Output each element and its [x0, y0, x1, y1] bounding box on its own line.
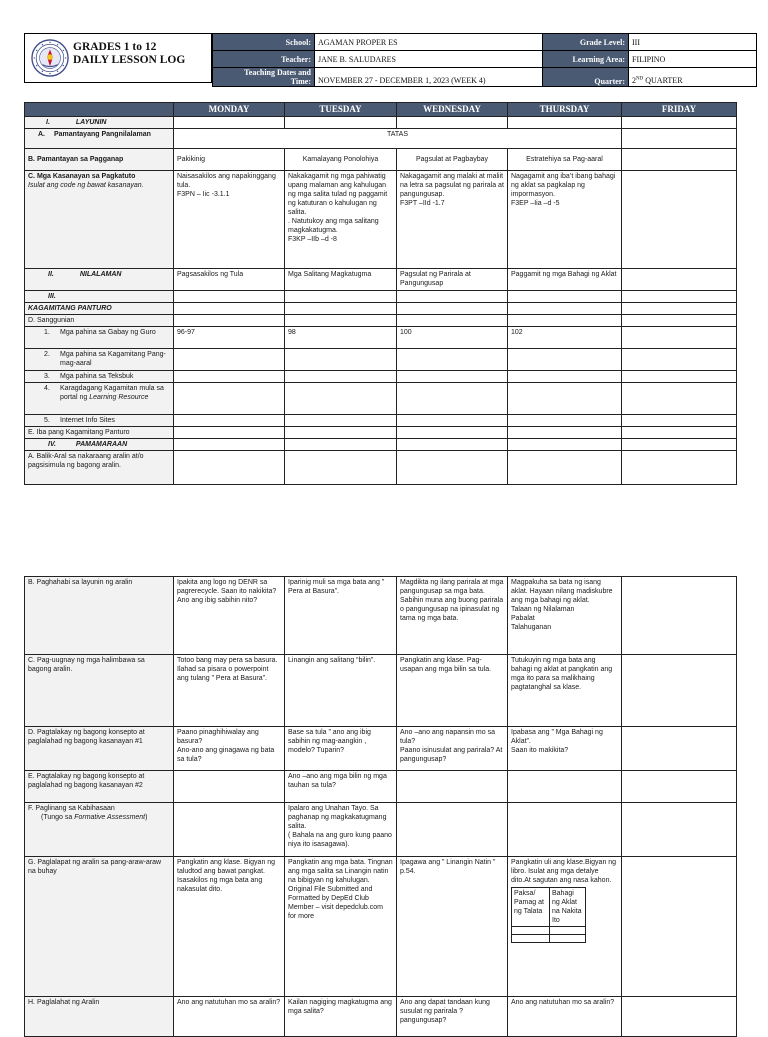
quarter-label: Quarter: [543, 68, 629, 87]
lesson-plan-table-2 [24, 576, 737, 1037]
cell [622, 269, 737, 291]
paglalapat-label: G. Paglalapat ng aralin sa pang-araw-araw na buhay [25, 857, 174, 997]
paglalapat-thursday [508, 857, 622, 997]
school-value: AGAMAN PROPER ES [315, 34, 543, 51]
cell [397, 371, 508, 383]
kagamitang-mag-aaral-text: Mga pahina sa Kagamitang Pang-mag-aaral [60, 351, 166, 367]
cell [622, 427, 737, 439]
sanggunian-label: D. Sanggunian [25, 315, 174, 327]
cell [397, 383, 508, 415]
pamamaraan-num: IV. [48, 441, 56, 448]
pamantayang-text: Pamantayang Pangnilalaman [54, 131, 151, 138]
paglinang-label-d: ) [145, 814, 148, 821]
teacher-value: JANE B. SALUDARES [315, 51, 543, 68]
cell [508, 383, 622, 415]
karagdagang-text [60, 384, 170, 402]
kasanayan-thursday: Nagagamit ang iba’t ibang bahagi ng aklat sa pagkalap ng impormasyon. F3EP –Iia –d -5 [508, 171, 622, 269]
grade-level-label: Grade Level: [543, 34, 629, 51]
teksbuk-text: Mga pahina sa Teksbuk [60, 373, 134, 380]
cell [397, 291, 508, 303]
cell [622, 117, 737, 129]
cell [285, 427, 397, 439]
pamantayang-row [25, 129, 737, 149]
balik-aral-label: A. Balik-Aral sa nakaraang aralin at/o pagsisimula ng bagong aralin. [25, 451, 174, 485]
paksa-bahagi-table [511, 887, 586, 943]
cell [622, 771, 737, 803]
cell [285, 315, 397, 327]
cell [174, 415, 285, 427]
teksbuk-row [25, 371, 737, 383]
cell [622, 149, 737, 171]
pagtalakay-1-tuesday: Base sa tula ” ano ang ibig sabihin ng mag-aangkin , modelo? Tuparin? [285, 727, 397, 771]
gabay-guro-label [25, 327, 174, 349]
teaching-dates-label-line2: Time: [290, 77, 311, 86]
teaching-dates-label [213, 68, 315, 87]
paglalapat-monday: Pangkatin ang klase. Bigyan ng taludtod ang bawat pangkat. Isasakilos ng mga bata ang nakasulat dito. [174, 857, 285, 997]
cell [508, 349, 622, 371]
deped-seal-icon [31, 39, 69, 77]
paglalahat-wednesday: Ano ang dapat tandaan kung susulat ng parirala ? pangungusap? [397, 997, 508, 1037]
cell [622, 727, 737, 771]
cell [622, 451, 737, 485]
pamamaraan-label [25, 439, 174, 451]
teacher-label: Teacher: [213, 51, 315, 68]
cell [174, 771, 285, 803]
pagtalakay-1-row [25, 727, 737, 771]
mini-cell [550, 927, 586, 935]
paghahabi-tuesday: Iparinig muli sa mga bata ang ” Pera at Basura”. [285, 577, 397, 655]
kagamitang-mag-aaral-label [25, 349, 174, 371]
paglalahat-monday: Ano ang natutuhan mo sa aralin? [174, 997, 285, 1037]
cell [397, 415, 508, 427]
paglalapat-thursday-text: Pangkatin uli ang klase.Bigyan ng libro. Isulat ang mga detalye dito.At sagutan ang nasa kahon. [511, 859, 617, 884]
pamantayang-num: A. [38, 131, 45, 138]
pagtalakay-1-label: D. Pagtalakay ng bagong konsepto at paglalahad ng bagong kasanayan #1 [25, 727, 174, 771]
cell [397, 427, 508, 439]
paglinang-label-b-wrap [28, 813, 170, 822]
kasanayan-title: C. Mga Kasanayan sa Pagkatuto [28, 173, 136, 180]
day-header-thursday: THURSDAY [508, 103, 622, 117]
cell [397, 803, 508, 857]
teaching-dates-label-line1: Teaching Dates and [244, 68, 311, 77]
teksbuk-label [25, 371, 174, 383]
gabay-guro-tuesday: 98 [285, 327, 397, 349]
cell [622, 171, 737, 269]
cell [508, 427, 622, 439]
iba-row [25, 427, 737, 439]
pagganap-monday: Pakikinig [174, 149, 285, 171]
paglinang-tuesday: Ipalaro ang Unahan Tayo. Sa paghanap ng magkakatugmang salita. ( Bahala na ang guro kung paano niya ito isasagawa). [285, 803, 397, 857]
title-line-1: GRADES 1 to 12 [73, 41, 157, 53]
cell [397, 451, 508, 485]
cell [285, 291, 397, 303]
pamamaraan-row [25, 439, 737, 451]
kasanayan-tuesday: Nakakagamit ng mga pahiwatig upang malaman ang kahulugan ng mga salita tulad ng paggamit ng katuturan o kahulugan ng salita. . Natutukoy ang mga salitang magkakatugma. F3KP –IIb –d -8 [285, 171, 397, 269]
pagganap-tuesday: Kamalayang Ponolohiya [285, 149, 397, 171]
cell [622, 997, 737, 1037]
pagtalakay-2-row [25, 771, 737, 803]
kagamitang-mag-aaral-num: 2. [44, 351, 50, 358]
mini-header-paksa: Paksa/ Pamag at ng Talata [512, 888, 550, 927]
corner-cell [25, 103, 174, 117]
quarter-suffix: ND [636, 76, 644, 82]
nilalaman-wednesday: Pagsulat ng Parirala at Pangungusap [397, 269, 508, 291]
iii-row [25, 291, 737, 303]
cell [174, 371, 285, 383]
title-box [24, 33, 212, 83]
paghahabi-monday: Ipakita ang logo ng DENR sa pagrerecycle. Saan ito nakikita? Ano ang ibig sabihin nito? [174, 577, 285, 655]
pamamaraan-text: PAMAMARAAN [75, 441, 128, 448]
quarter-number: 2 [632, 76, 636, 85]
paglalapat-row [25, 857, 737, 997]
paglinang-label-a: F. Paglinang sa Kabihasaan [28, 805, 115, 812]
internet-num: 5. [44, 417, 50, 424]
karagdagang-label [25, 383, 174, 415]
kasanayan-note: Isulat ang code ng bawat kasanayan. [28, 182, 144, 189]
cell [174, 803, 285, 857]
iii-label [25, 291, 174, 303]
cell [174, 291, 285, 303]
cell [285, 371, 397, 383]
cell [508, 117, 622, 129]
cell [622, 655, 737, 727]
mini-header-bahagi: Bahagi ng Aklat na Nakita Ito [550, 888, 586, 927]
pag-uugnay-wednesday: Pangkatin ang klase. Pag-usapan ang mga bilin sa tula. [397, 655, 508, 727]
paghahabi-thursday: Magpakuha sa bata ng isang aklat. Hayaan nilang madiskubre ang mga bahagi ng aklat. Talaan ng Nilalaman Pabalat Talahuganan [508, 577, 622, 655]
nilalaman-num: II. [48, 271, 54, 278]
pagtalakay-2-tuesday: Ano –ano ang mga bilin ng mga tauhan sa tula? [285, 771, 397, 803]
school-label: School: [213, 34, 315, 51]
paglinang-label-c: Formative Assessment [74, 814, 146, 821]
pag-uugnay-tuesday: Linangin ang salitang “bilin”. [285, 655, 397, 727]
iii-num: III. [48, 293, 56, 300]
cell [622, 803, 737, 857]
karagdagang-text-b: Learning Resource [89, 394, 149, 401]
paglinang-label [25, 803, 174, 857]
learning-area-value: FILIPINO [629, 51, 757, 68]
nilalaman-row [25, 269, 737, 291]
cell [508, 803, 622, 857]
cell [397, 349, 508, 371]
cell [622, 371, 737, 383]
kagamitang-mag-aaral-row [25, 349, 737, 371]
cell [622, 857, 737, 997]
kasanayan-label [25, 171, 174, 269]
paglalahat-thursday: Ano ang natutuhan mo sa aralin? [508, 997, 622, 1037]
pag-uugnay-thursday: Tutukuyin ng mga bata ang bahagi ng aklat at pangkatin ang mga ito para sa malikhaing pagtatanghal sa klase. [508, 655, 622, 727]
mini-cell [550, 935, 586, 943]
cell [397, 439, 508, 451]
cell [285, 439, 397, 451]
tatas-cell: TATAS [174, 129, 622, 149]
nilalaman-tuesday: Mga Salitang Magkatugma [285, 269, 397, 291]
grade-level-value: III [629, 34, 757, 51]
karagdagang-num: 4. [44, 385, 50, 392]
cell [285, 415, 397, 427]
cell [508, 291, 622, 303]
gabay-guro-text: Mga pahina sa Gabay ng Guro [60, 329, 156, 336]
school-info-table [212, 33, 757, 87]
kasanayan-row [25, 171, 737, 269]
cell [285, 349, 397, 371]
title-line-2: DAILY LESSON LOG [73, 54, 186, 66]
karagdagang-text-a: Karagdagang Kagamitan mula sa portal ng [60, 385, 164, 401]
pag-uugnay-monday: Totoo bang may pera sa basura. Ilahad sa pisara o powerpoint ang tulang ” Pera at Basura”. [174, 655, 285, 727]
cell [622, 439, 737, 451]
kagamitang-label: KAGAMITANG PANTURO [25, 303, 174, 315]
pamantayang-label [25, 129, 174, 149]
cell [285, 451, 397, 485]
paglalapat-tuesday: Pangkatin ang mga bata. Tingnan ang mga salita sa Linangin natin na bibigyan ng kahulugan. Original File Submitted and Formatted by DepEd Club Member – visit depedclub.com for more [285, 857, 397, 997]
pag-uugnay-label: C. Pag-uugnay ng mga halimbawa sa bagong aralin. [25, 655, 174, 727]
cell [397, 117, 508, 129]
paglinang-label-b: (Tungo sa [41, 814, 75, 821]
document-title [73, 41, 211, 67]
pagtalakay-2-label: E. Pagtalakay ng bagong konsepto at paglalahad ng bagong kasanayan #2 [25, 771, 174, 803]
karagdagang-row [25, 383, 737, 415]
paglinang-row [25, 803, 737, 857]
mini-cell [512, 927, 550, 935]
internet-label [25, 415, 174, 427]
cell [285, 303, 397, 315]
quarter-value [629, 68, 757, 87]
day-header-friday: FRIDAY [622, 103, 737, 117]
cell [174, 315, 285, 327]
day-header-monday: MONDAY [174, 103, 285, 117]
cell [174, 439, 285, 451]
day-header-row [25, 103, 737, 117]
pamantayan-pagganap-label: B. Pamantayan sa Pagganap [25, 149, 174, 171]
mini-cell [512, 935, 550, 943]
balik-aral-row [25, 451, 737, 485]
sanggunian-row [25, 315, 737, 327]
cell [174, 117, 285, 129]
pag-uugnay-row [25, 655, 737, 727]
cell [508, 451, 622, 485]
iba-label: E. Iba pang Kagamitang Panturo [25, 427, 174, 439]
paglalahat-tuesday: Kailan nagiging magkatugma ang mga salita? [285, 997, 397, 1037]
nilalaman-thursday: Paggamit ng mga Bahagi ng Aklat [508, 269, 622, 291]
day-header-tuesday: TUESDAY [285, 103, 397, 117]
teaching-dates-value: NOVEMBER 27 - DECEMBER 1, 2023 (WEEK 4) [315, 68, 543, 87]
kasanayan-monday: Naisasakilos ang napakinggang tula. F3PN – Iic -3.1.1 [174, 171, 285, 269]
cell [508, 771, 622, 803]
paglalahat-row [25, 997, 737, 1037]
pagtalakay-1-monday: Paano pinaghihiwalay ang basura? Ano-ano ang ginagawa ng bata sa tula? [174, 727, 285, 771]
cell [622, 577, 737, 655]
cell [622, 415, 737, 427]
kagamitang-row [25, 303, 737, 315]
cell [622, 291, 737, 303]
cell [622, 303, 737, 315]
internet-row [25, 415, 737, 427]
learning-area-label: Learning Area: [543, 51, 629, 68]
cell [174, 349, 285, 371]
nilalaman-text: NILALAMAN [79, 271, 122, 278]
layunin-row [25, 117, 737, 129]
gabay-guro-num: 1. [44, 329, 50, 336]
cell [397, 771, 508, 803]
pagganap-thursday: Estratehiya sa Pag-aaral [508, 149, 622, 171]
header [24, 33, 756, 86]
cell [508, 303, 622, 315]
cell [174, 303, 285, 315]
pagtalakay-1-thursday: Ipabasa ang ” Mga Bahagi ng Aklat”. Saan ito makikita? [508, 727, 622, 771]
gabay-guro-row [25, 327, 737, 349]
day-header-wednesday: WEDNESDAY [397, 103, 508, 117]
pamantayan-pagganap-row [25, 149, 737, 171]
cell [508, 439, 622, 451]
gabay-guro-monday: 96-97 [174, 327, 285, 349]
quarter-word: QUARTER [643, 76, 683, 85]
cell [174, 383, 285, 415]
cell [508, 315, 622, 327]
cell [397, 315, 508, 327]
cell [174, 427, 285, 439]
gabay-guro-wednesday: 100 [397, 327, 508, 349]
cell [285, 117, 397, 129]
cell [622, 349, 737, 371]
cell [508, 415, 622, 427]
lesson-plan-table-1 [24, 102, 737, 485]
nilalaman-monday: Pagsasakilos ng Tula [174, 269, 285, 291]
layunin-text: LAYUNIN [75, 119, 107, 126]
paglalapat-wednesday: Ipagawa ang ” Linangin Natin ” p.54. [397, 857, 508, 997]
pagganap-wednesday: Pagsulat at Pagbaybay [397, 149, 508, 171]
nilalaman-label [25, 269, 174, 291]
cell [622, 315, 737, 327]
cell [285, 383, 397, 415]
layunin-num: I. [46, 119, 50, 126]
cell [397, 303, 508, 315]
paghahabi-label: B. Paghahabi sa layunin ng aralin [25, 577, 174, 655]
internet-text: Internet Info Sites [60, 417, 115, 424]
layunin-label [25, 117, 174, 129]
kasanayan-wednesday: Nakagagamit ang malaki at maliit na letra sa pagsulat ng parirala at pangungusap. F3PT –IId -1.7 [397, 171, 508, 269]
cell [622, 383, 737, 415]
paglalahat-label: H. Paglalahat ng Aralin [25, 997, 174, 1037]
teksbuk-num: 3. [44, 373, 50, 380]
paghahabi-row [25, 577, 737, 655]
cell [622, 327, 737, 349]
cell [508, 371, 622, 383]
cell [622, 129, 737, 149]
cell [174, 451, 285, 485]
paghahabi-wednesday: Magdikta ng ilang parirala at mga pangungusap sa mga bata. Sabihin muna ang buong parirala o pangungusap na ipinasulat ng tama ng mga bata. [397, 577, 508, 655]
gabay-guro-thursday: 102 [508, 327, 622, 349]
pagtalakay-1-wednesday: Ano –ano ang napansin mo sa tula? Paano isinusulat ang parirala? At pangungusap? [397, 727, 508, 771]
